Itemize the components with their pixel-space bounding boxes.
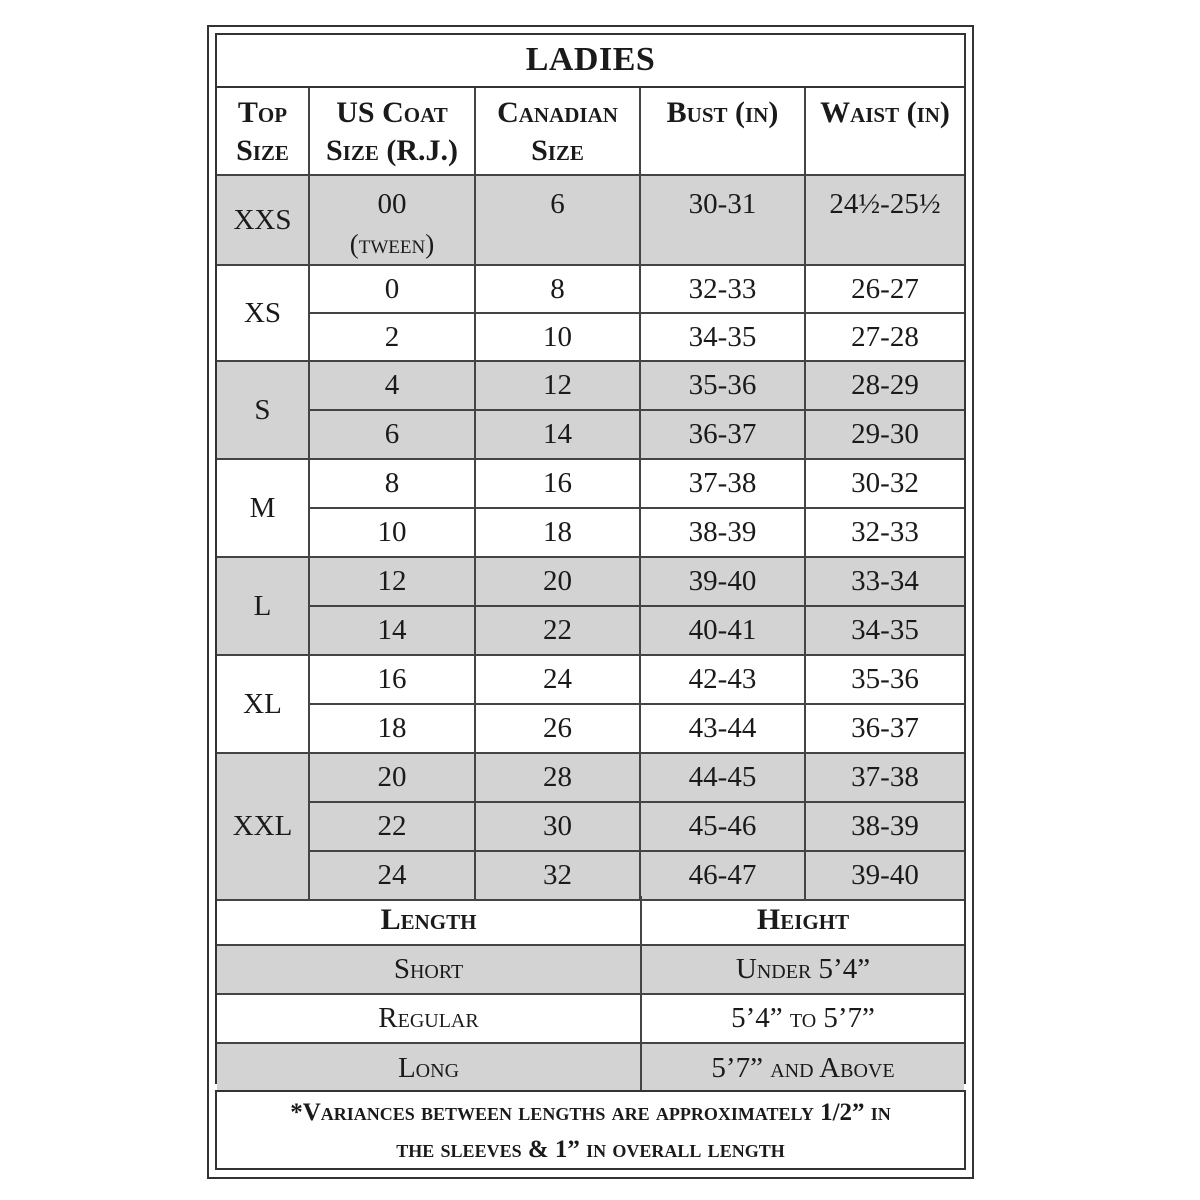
waist-cell: 34-35	[805, 606, 964, 655]
canadian-size-cell: 6	[475, 175, 640, 265]
us-size-cell: 16	[309, 655, 475, 704]
bust-cell: 32-33	[640, 265, 805, 313]
us-size-cell: 8	[309, 459, 475, 508]
us-size-cell	[309, 175, 475, 265]
waist-cell: 24½-25½	[805, 175, 964, 265]
us-size-cell: 12	[309, 557, 475, 606]
waist-cell: 26-27	[805, 265, 964, 313]
bust-cell: 44-45	[640, 753, 805, 802]
us-size-value: 00	[377, 188, 407, 220]
length-table	[217, 896, 964, 1092]
header-top-size: Top Size	[217, 88, 309, 175]
waist-cell: 28-29	[805, 361, 964, 410]
canadian-size-cell: 22	[475, 606, 640, 655]
waist-cell: 29-30	[805, 410, 964, 459]
table-row	[217, 508, 964, 557]
waist-cell: 27-28	[805, 313, 964, 361]
table-row	[217, 802, 964, 851]
size-chart	[215, 33, 966, 1084]
us-size-cell: 22	[309, 802, 475, 851]
length-cell: Short	[217, 945, 641, 994]
top-size-cell: S	[217, 361, 309, 459]
table-row	[217, 313, 964, 361]
table-row	[217, 655, 964, 704]
variance-note-line-1: *Variances between lengths are approximately 1/2” in	[290, 1099, 891, 1126]
canadian-size-cell: 24	[475, 655, 640, 704]
height-cell: Under 5’4”	[641, 945, 964, 994]
bust-cell: 39-40	[640, 557, 805, 606]
length-row	[217, 994, 964, 1043]
variance-note	[215, 1090, 966, 1170]
waist-cell: 30-32	[805, 459, 964, 508]
bust-cell: 36-37	[640, 410, 805, 459]
variance-note-line-2: the sleeves & 1” in overall length	[396, 1136, 785, 1163]
canadian-size-cell: 20	[475, 557, 640, 606]
canadian-size-cell: 30	[475, 802, 640, 851]
top-size-cell: XXS	[217, 175, 309, 265]
bust-cell: 35-36	[640, 361, 805, 410]
header-bust: Bust (in)	[640, 88, 805, 175]
tween-note: (tween)	[349, 229, 435, 259]
bust-cell: 34-35	[640, 313, 805, 361]
length-cell: Long	[217, 1043, 641, 1092]
waist-cell: 39-40	[805, 851, 964, 900]
table-row	[217, 557, 964, 606]
bust-cell: 46-47	[640, 851, 805, 900]
waist-cell: 38-39	[805, 802, 964, 851]
waist-cell: 36-37	[805, 704, 964, 753]
waist-cell: 35-36	[805, 655, 964, 704]
canadian-size-cell: 28	[475, 753, 640, 802]
canadian-size-cell: 10	[475, 313, 640, 361]
table-row	[217, 851, 964, 900]
us-size-cell: 20	[309, 753, 475, 802]
length-cell: Regular	[217, 994, 641, 1043]
canadian-size-cell: 14	[475, 410, 640, 459]
header-height: Height	[641, 896, 964, 945]
us-size-cell: 2	[309, 313, 475, 361]
header-row	[217, 88, 964, 175]
header-length: Length	[217, 896, 641, 945]
us-size-cell: 0	[309, 265, 475, 313]
canadian-size-cell: 32	[475, 851, 640, 900]
bust-cell: 43-44	[640, 704, 805, 753]
bust-cell: 45-46	[640, 802, 805, 851]
bust-cell: 40-41	[640, 606, 805, 655]
height-cell: 5’4” to 5’7”	[641, 994, 964, 1043]
bust-cell: 37-38	[640, 459, 805, 508]
length-row	[217, 1043, 964, 1092]
canadian-size-cell: 18	[475, 508, 640, 557]
waist-cell: 33-34	[805, 557, 964, 606]
waist-cell: 37-38	[805, 753, 964, 802]
us-size-cell: 6	[309, 410, 475, 459]
canadian-size-cell: 12	[475, 361, 640, 410]
us-size-cell: 14	[309, 606, 475, 655]
height-cell: 5’7” and Above	[641, 1043, 964, 1092]
bust-cell: 42-43	[640, 655, 805, 704]
top-size-cell: XS	[217, 265, 309, 361]
canadian-size-cell: 8	[475, 265, 640, 313]
header-waist: Waist (in)	[805, 88, 964, 175]
chart-title: LADIES	[217, 35, 964, 88]
table-row	[217, 459, 964, 508]
bust-cell: 30-31	[640, 175, 805, 265]
table-row	[217, 753, 964, 802]
canadian-size-cell: 26	[475, 704, 640, 753]
us-size-cell: 24	[309, 851, 475, 900]
waist-cell: 32-33	[805, 508, 964, 557]
top-size-cell: M	[217, 459, 309, 557]
length-row	[217, 945, 964, 994]
header-canadian-size: Canadian Size	[475, 88, 640, 175]
table-row	[217, 361, 964, 410]
us-size-cell: 4	[309, 361, 475, 410]
table-row	[217, 704, 964, 753]
table-row	[217, 175, 964, 265]
table-row	[217, 265, 964, 313]
bust-cell: 38-39	[640, 508, 805, 557]
us-size-cell: 10	[309, 508, 475, 557]
table-row	[217, 606, 964, 655]
top-size-cell: L	[217, 557, 309, 655]
us-size-cell: 18	[309, 704, 475, 753]
canadian-size-cell: 16	[475, 459, 640, 508]
header-us-coat-size: US Coat Size (R.J.)	[309, 88, 475, 175]
top-size-cell: XXL	[217, 753, 309, 900]
table-row	[217, 410, 964, 459]
top-size-cell: XL	[217, 655, 309, 753]
size-table	[217, 88, 964, 901]
length-header-row	[217, 896, 964, 945]
